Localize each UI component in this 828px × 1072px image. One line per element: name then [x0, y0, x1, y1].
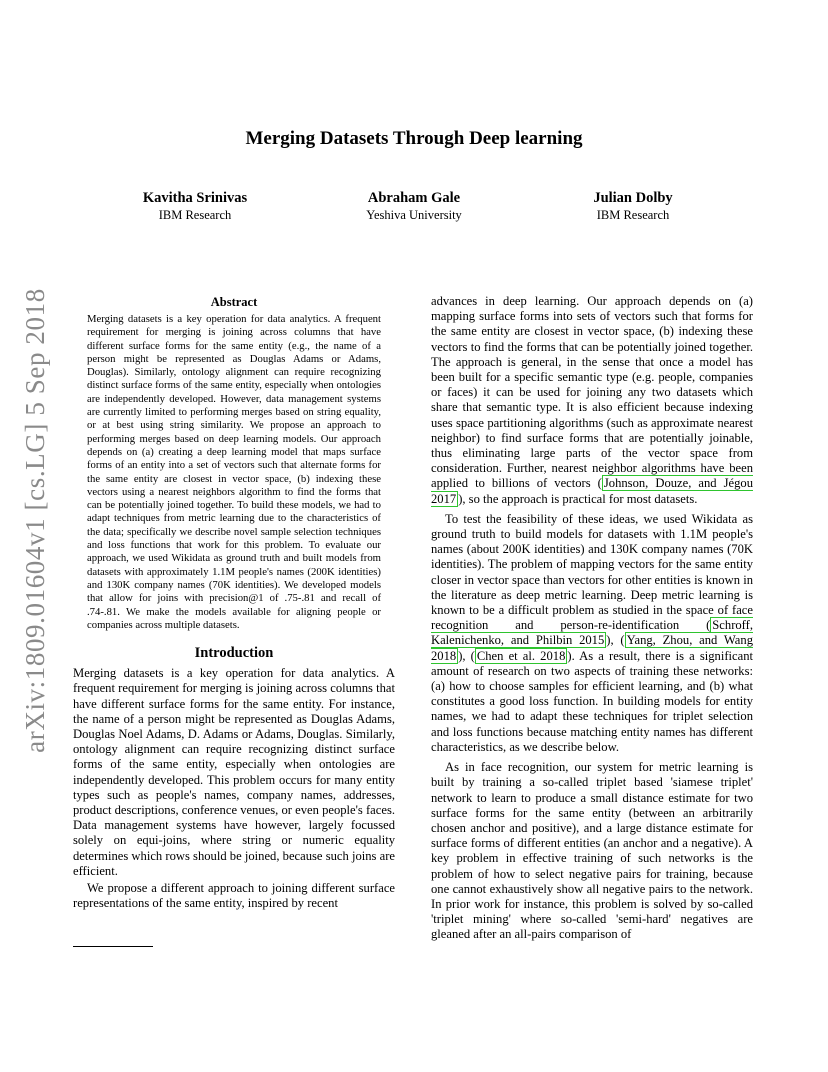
author-affiliation: IBM Research — [158, 208, 232, 222]
right-column — [431, 294, 753, 943]
text-run: ), so the approach is practical for most datasets. — [458, 491, 698, 506]
text-run: ). As a result, there is a significant amount of research on two aspects of training these networks: (a) how to choose samples for efficient learning, and (b) what constitutes a good loss function. In building models for entity names, we had to adapt these techniques for triplet selection and loss functions because matching entity names has different characteristics, as we describe below. — [431, 648, 754, 754]
author-affiliation: IBM Research — [596, 208, 670, 222]
citation-chen[interactable]: Chen et al. 2018 — [476, 648, 566, 663]
introduction-paragraph-2: We propose a different approach to joining different surface representations of the same entity, inspired by recent — [73, 880, 395, 911]
citation-yang[interactable]: Yang, Zhou, and Wang 2018 — [431, 633, 753, 663]
introduction-heading: Introduction — [194, 645, 274, 662]
citation-johnson[interactable]: Johnson, Douze, and Jégou 2017 — [431, 476, 753, 506]
arxiv-identifier-text: arXiv:1809.01604v1 [cs.LG] 5 Sep 2018 — [19, 287, 50, 753]
citation-schroff[interactable]: Schroff, Kalenichenko, and Philbin 2015 — [431, 618, 753, 648]
author-3 — [523, 189, 743, 223]
text-run: ), ( — [458, 648, 475, 663]
right-paragraph-2 — [431, 512, 753, 755]
arxiv-identifier — [18, 287, 52, 753]
author-2 — [304, 189, 524, 223]
abstract-heading: Abstract — [210, 295, 258, 309]
abstract-text: Merging datasets is a key operation for data analytics. A frequent requirement for merging is joining across columns that have different surface forms for the same entity (e.g., the name of a person might be represented as Douglas Adams or Adams, Douglas). Similarly, ontology alignment can require recognizing distinct surface forms of the same entity, especially when ontologies are independently developed. However, data management systems are currently limited to performing merges based on string equality, or at best using string similarity. We propose an approach to performing merges based on deep learning models. Our approach depends on (a) creating a deep learning model that maps surface forms of an entity into a set of vectors such that alternate forms for the same entity are closest in vector space, (b) indexing these vectors using a nearest neighbors algorithm to find the forms that can be potentially joined together. To build these models, we had to adapt techniques from metric learning due to the characteristics of the data; specifically we describe novel sample selection techniques and loss functions that work for this problem. To evaluate our approach, we used Wikidata as ground truth and built models from datasets with approximately 1.1M people's names (200K identities) and 130K company names (70K identities). We developed models that allow for joins with precision@1 of .75-.81 and recall of .74-.81. We make the models available for aligning people or companies across multiple datasets. — [87, 313, 381, 631]
author-1 — [85, 189, 305, 223]
right-paragraph-3: As in face recognition, our system for metric learning is built by training a so-called triplet based 'siamese triplet' network to learn to produce a small distance estimate for two surface forms for the same entity (between an arbitrarily chosen anchor and positive), and a large distance estimate for surface forms of different entities (an anchor and a negative). A key problem in effective training of such networks is the problem of how to select negative pairs for training, because one cannot exhaustively show all negative pairs to the network. In prior work for instance, this problem is solved by so-called 'triplet mining' where so-called 'semi-hard' negatives are gleaned after an all-pairs comparison of — [431, 760, 753, 942]
right-paragraph-1 — [431, 294, 753, 507]
paper-title: Merging Datasets Through Deep learning — [245, 128, 583, 149]
author-name: Julian Dolby — [593, 190, 673, 206]
footnote-rule — [73, 946, 153, 947]
text-run: advances in deep learning. Our approach depends on (a) mapping surface forms into sets of vectors such that forms for the same entity are closest in vector space, (b) indexing these vectors to find the forms that can be potentially joined together. The approach is general, in the sense that once a model has been built for a specific semantic type (e.g. people, companies or faces) it can be used for joining any two datasets which share that semantic type. It is also efficient because indexing uses space partitioning algorithms (such as approximate nearest neighbor) to find surface forms that are potentially joinable, thus eliminating large parts of the vector space from consideration. Further, nearest neighbor algorithms have been applied to billions of vectors ( — [431, 294, 753, 491]
author-affiliation: Yeshiva University — [366, 208, 462, 222]
introduction-paragraph-1: Merging datasets is a key operation for data analytics. A frequent requirement for merging is joining across columns that have different surface forms for the same entity. For instance, the name of a person might be represented as Douglas Adams, Douglas Noel Adams, D. Adams or Adams, Douglas. Similarly, ontology alignment can require recognizing distinct surface forms of the same entity, especially when ontologies are independently developed. This problem occurs for many entity types such as people's names, company names, addresses, product descriptions, conference venues, or even people's faces. Data management systems have however, largely focussed solely on equi-joins, where string or numeric equality determines which rows should be joined, because such joins are efficient. — [73, 666, 395, 878]
left-column — [73, 294, 395, 911]
text-run: ), ( — [606, 633, 625, 648]
author-name: Abraham Gale — [367, 190, 461, 206]
text-run: To test the feasibility of these ideas, we used Wikidata as ground truth to build models for datasets with 1.1M people's names (about 200K identities) and 130K company names (70K identities). The problem of mapping vectors for the same entity closer in vector space than vectors for other entities is known in the literature as deep metric learning. Deep metric learning is known to be a difficult problem as studied in the space of face recognition and person-re-identification ( — [431, 511, 753, 633]
author-name: Kavitha Srinivas — [142, 190, 248, 206]
